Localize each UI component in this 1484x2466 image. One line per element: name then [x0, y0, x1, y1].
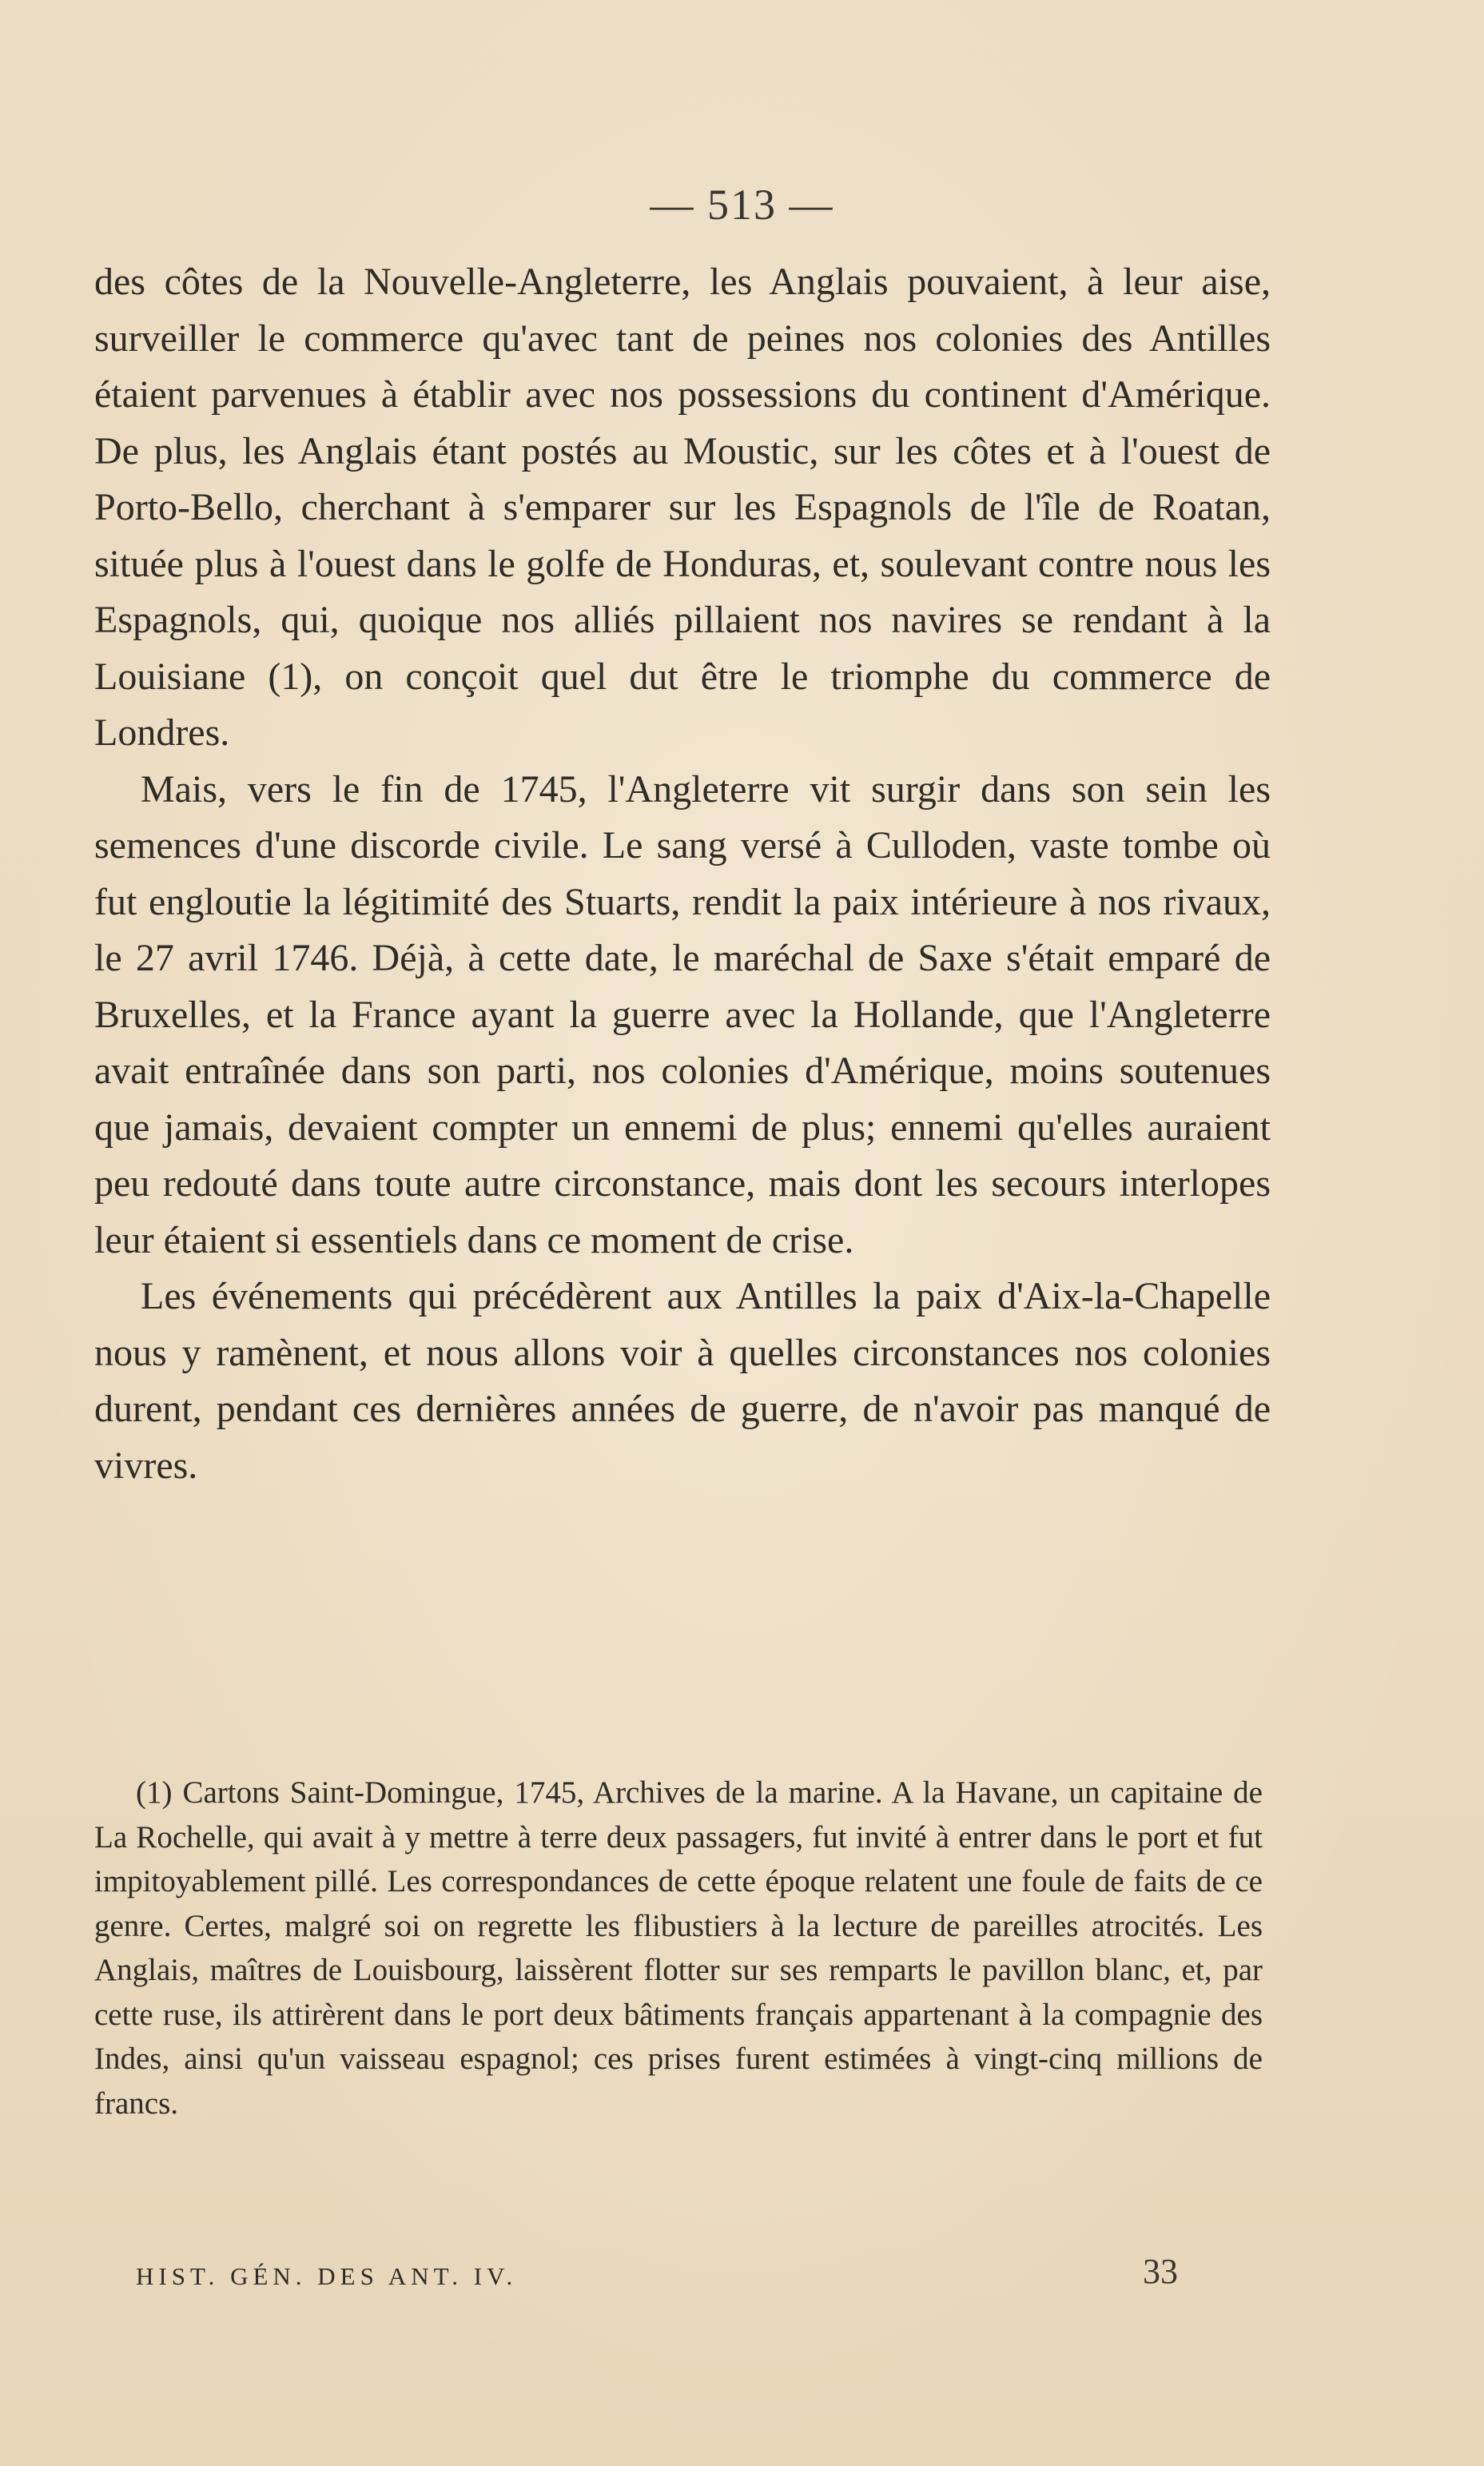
- sheet-number: 33: [1143, 2252, 1178, 2291]
- page-number: — 513 —: [650, 181, 834, 229]
- main-text: [94, 254, 1271, 1494]
- paragraph-1: des côtes de la Nouvelle-Angleterre, les Anglais pouvaient, à leur aise, surveiller le commerce qu'avec tant de peines nos colonies des Antilles étaient parvenues à établir avec nos possessions du continent d'Amérique. De plus, les Anglais étant postés au Moustic, sur les côtes et à l'ouest de Porto-Bello, cherchant à s'emparer sur les Espagnols de l'île de Roatan, située plus à l'ouest dans le golfe de Honduras, et, soulevant contre nous les Espagnols, qui, quoique nos alliés pillaient nos navires se rendant à la Louisiane (1), on conçoit quel dut être le triomphe du commerce de Londres.: [94, 261, 1271, 754]
- paragraph-3: Les événements qui précédèrent aux Antilles la paix d'Aix-la-Chapelle nous y ramènent, et nous allons voir à quelles circonstances nos colonies durent, pendant ces dernières années de guerre, de n'avoir pas manqué de vivres.: [94, 1275, 1271, 1487]
- signature-mark: HIST. GÉN. DES ANT. IV.: [136, 2262, 518, 2290]
- paragraph-2: Mais, vers le fin de 1745, l'Angleterre vit surgir dans son sein les semences d'une discorde civile. Le sang versé à Culloden, vaste tombe où fut engloutie la légitimité des Stuarts, rendit la paix intérieure à nos rivaux, le 27 avril 1746. Déjà, à cette date, le maréchal de Saxe s'était emparé de Bruxelles, et la France ayant la guerre avec la Hollande, que l'Angleterre avait entraînée dans son parti, nos colonies d'Amérique, moins soutenues que jamais, devaient compter un ennemi de plus; ennemi qu'elles auraient peu redouté dans toute autre circonstance, mais dont les secours interlopes leur étaient si essentiels dans ce moment de crise.: [94, 767, 1271, 1261]
- footnote: (1) Cartons Saint-Domingue, 1745, Archives de la marine. A la Havane, un capitaine de La Rochelle, qui avait à y mettre à terre deux passagers, fut invité à entrer dans le port et fut impitoyablement pillé. Les correspondances de cette époque relatent une foule de faits de ce genre. Certes, malgré soi on regrette les flibustiers à la lecture de pareilles atrocités. Les Anglais, maîtres de Louisbourg, laissèrent flotter sur ses remparts le pavillon blanc, et, par cette ruse, ils attirèrent dans le port deux bâtiments français appartenant à la compagnie des Indes, ainsi qu'un vaisseau espagnol; ces prises furent estimées à vingt-cinq millions de francs.: [94, 1775, 1263, 2121]
